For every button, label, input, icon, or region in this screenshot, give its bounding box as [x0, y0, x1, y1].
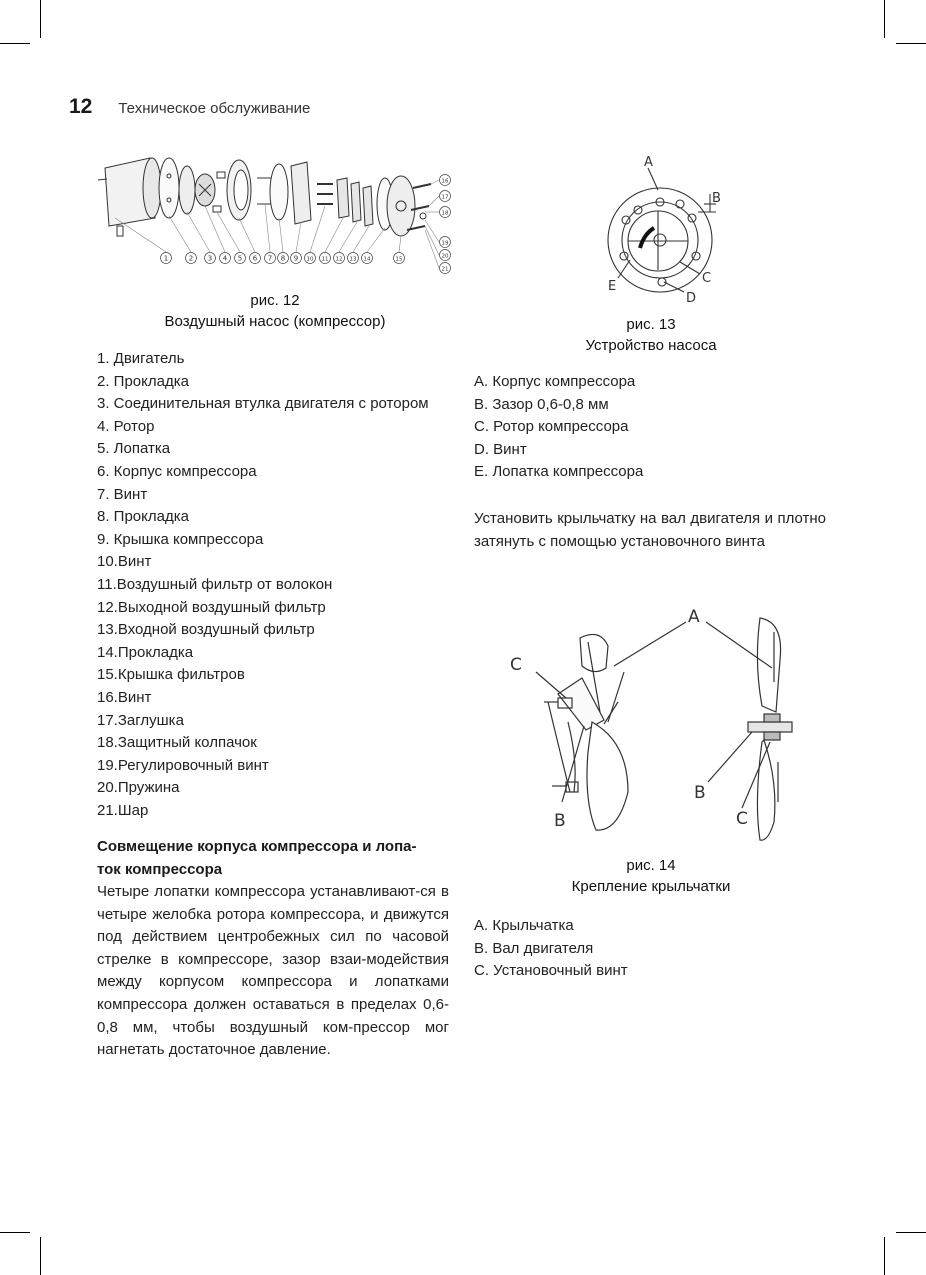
figure-14-legend-item: B. Вал двигателя	[474, 939, 594, 957]
fig14-label-a: A	[688, 607, 700, 627]
install-instruction: Установить крыльчатку на вал двигателя и плотно затянуть с помощью установочного винта	[474, 510, 826, 550]
figure-13-caption	[540, 314, 762, 356]
figure-14-title: Крепление крыльчатки	[571, 878, 731, 895]
parts-list-item: 18.Защитный колпачок	[97, 734, 257, 752]
parts-list-item: 9. Крышка компрессора	[97, 530, 264, 548]
parts-list-item: 15.Крышка фильтров	[97, 666, 245, 684]
parts-list-item: 7. Винт	[97, 485, 148, 503]
crop-mark	[0, 43, 30, 44]
callout-number: 18	[441, 210, 449, 217]
parts-list-item: 21.Шар	[97, 801, 149, 819]
figure-14-legend	[474, 915, 628, 983]
figure-13-legend	[474, 371, 643, 484]
fig13-label-d: D	[686, 291, 697, 306]
parts-list-item: 17.Заглушка	[97, 711, 184, 729]
figure-14-legend-item: C. Установочный винт	[474, 962, 628, 980]
crop-mark	[884, 0, 885, 38]
figure-14-number: рис. 14	[626, 857, 676, 874]
fig13-label-a: A	[644, 155, 653, 170]
callout-number: 11	[321, 256, 329, 263]
parts-list-item: 5. Лопатка	[97, 440, 171, 458]
fig13-label-b: B	[712, 191, 721, 206]
figure-14-legend-item: A. Крыльчатка	[474, 917, 574, 934]
callout-number: 19	[441, 240, 449, 247]
parts-list-item: 13.Входной воздушный фильтр	[97, 621, 315, 639]
fig14-label-c-right: C	[736, 809, 748, 829]
callout-number: 15	[395, 256, 403, 263]
alignment-heading	[97, 836, 449, 881]
parts-list-item: 8. Прокладка	[97, 508, 189, 526]
alignment-body: Четыре лопатки компрессора устанавливают-ся в четыре желобка ротора компрессора, и движутся под действием центробежных сил по часовой стрелке в компрессоре, зазор взаи-модействия между корпусом компрессора и лопатками компрессора должен оставаться в пределах 0,6-0,8 мм, чтобы воздушный ком-прессор мог нагнетать достаточное давление.	[97, 883, 449, 1059]
section-title: Техническое обслуживание	[118, 100, 311, 117]
callout-number: 1	[163, 254, 169, 263]
parts-list-item: 3. Соединительная втулка двигателя с ротором	[97, 395, 429, 413]
crop-mark	[884, 1237, 885, 1275]
callout-number: 10	[306, 256, 314, 263]
figure-13-legend-item: A. Корпус компрессора	[474, 373, 636, 390]
callout-number: 9	[293, 254, 299, 263]
fig14-label-c-left: C	[510, 655, 522, 675]
callout-number: 8	[280, 254, 286, 263]
figure-12-number: рис. 12	[250, 292, 300, 309]
crop-mark	[896, 1232, 926, 1233]
callout-number: 20	[441, 253, 449, 260]
callout-number: 4	[222, 254, 228, 263]
page-number: 12	[69, 95, 93, 118]
parts-list-item: 2. Прокладка	[97, 372, 189, 390]
callout-number: 14	[363, 256, 371, 263]
crop-mark	[40, 1237, 41, 1275]
callout-number: 12	[335, 256, 343, 263]
figure-13-legend-item: D. Винт	[474, 440, 527, 458]
figure-14-impeller-mounting	[508, 602, 798, 847]
callout-number: 3	[207, 254, 213, 263]
parts-list	[97, 348, 429, 822]
fig14-label-b-left: B	[554, 811, 566, 831]
figure-14-caption	[540, 855, 762, 897]
fig13-label-e: E	[608, 279, 617, 294]
parts-list-item: 10.Винт	[97, 553, 152, 571]
callout-number: 21	[441, 266, 449, 273]
callout-number: 2	[188, 254, 194, 263]
figure-12-compressor-exploded	[95, 148, 455, 278]
figure-13-pump-device	[600, 152, 730, 310]
callout-number: 17	[441, 194, 449, 201]
parts-list-item: 19.Регулировочный винт	[97, 756, 269, 774]
crop-mark	[40, 0, 41, 38]
figure-12-title: Воздушный насос (компрессор)	[164, 313, 386, 330]
alignment-heading-line2: ток компрессора	[97, 860, 223, 878]
parts-list-item: 14.Прокладка	[97, 643, 194, 661]
parts-list-item: 11.Воздушный фильтр от волокон	[97, 575, 333, 593]
figure-13-title: Устройство насоса	[585, 337, 717, 354]
callout-number: 6	[252, 254, 258, 263]
page-header	[69, 95, 310, 119]
parts-list-item: 12.Выходной воздушный фильтр	[97, 598, 326, 616]
callout-number: 13	[349, 256, 357, 263]
alignment-heading-line1: Совмещение корпуса компрессора и лопа-	[97, 838, 417, 855]
crop-mark	[896, 43, 926, 44]
figure-13-legend-item: C. Ротор компрессора	[474, 418, 629, 436]
figure-13-legend-item: E. Лопатка компрессора	[474, 463, 644, 481]
parts-list-item: 6. Корпус компрессора	[97, 462, 257, 480]
figure-13-legend-item: B. Зазор 0,6-0,8 мм	[474, 395, 609, 413]
crop-mark	[0, 1232, 30, 1233]
parts-list-item: 1. Двигатель	[97, 350, 185, 367]
callout-number: 7	[267, 254, 273, 263]
callout-number: 5	[237, 254, 243, 263]
fig14-label-b-right: B	[694, 783, 706, 803]
callout-number: 16	[441, 178, 449, 185]
figure-12-caption	[120, 290, 430, 332]
parts-list-item: 16.Винт	[97, 688, 152, 706]
parts-list-item: 4. Ротор	[97, 417, 155, 435]
figure-13-number: рис. 13	[626, 316, 676, 333]
parts-list-item: 20.Пружина	[97, 779, 180, 797]
fig13-label-c: C	[702, 271, 712, 286]
